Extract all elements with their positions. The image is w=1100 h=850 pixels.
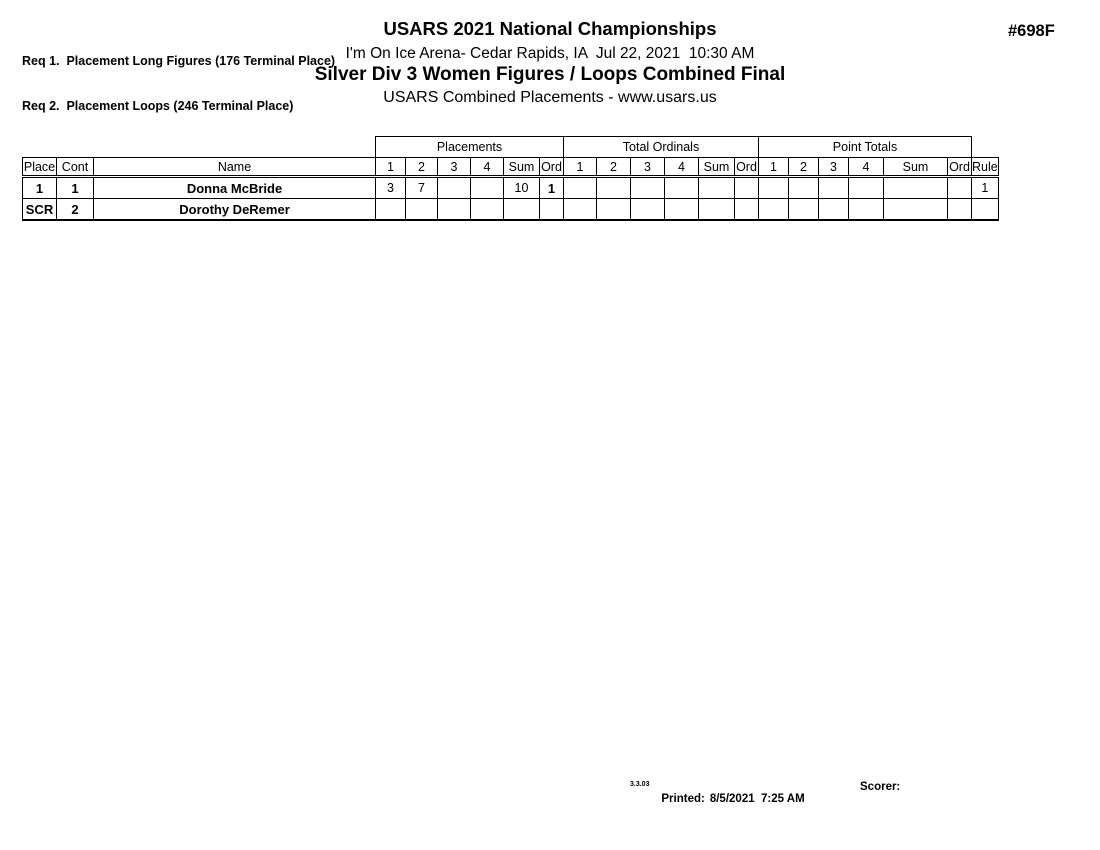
- group-header-point-totals: Point Totals: [759, 137, 972, 158]
- table-row: [23, 177, 999, 199]
- score-cell: [849, 199, 884, 221]
- printed-value: 8/5/2021 7:25 AM: [709, 793, 805, 805]
- score-cell: [759, 199, 789, 221]
- column-header-row: [23, 158, 999, 177]
- score-cell: 10: [504, 177, 540, 199]
- score-cell: [540, 199, 564, 221]
- sub-col-header: 2: [406, 158, 438, 177]
- score-cell: [564, 199, 597, 221]
- sub-col-header: 2: [789, 158, 819, 177]
- score-cell: [665, 199, 699, 221]
- sub-col-header: Ord: [948, 158, 972, 177]
- sub-col-header: Sum: [699, 158, 735, 177]
- score-cell: [819, 177, 849, 199]
- score-cell: [597, 199, 631, 221]
- event-number: #698F: [1008, 22, 1055, 40]
- score-cell: [849, 177, 884, 199]
- sub-col-header: 3: [631, 158, 665, 177]
- sub-col-header: 1: [759, 158, 789, 177]
- score-cell: [735, 177, 759, 199]
- scorer-label: Scorer:: [860, 781, 901, 793]
- score-cell: [789, 177, 819, 199]
- score-cell: [471, 177, 504, 199]
- sub-col-header: 1: [564, 158, 597, 177]
- col-header-rule: Rule: [972, 158, 999, 177]
- group-header-placements: Placements: [376, 137, 564, 158]
- sub-col-header: 2: [597, 158, 631, 177]
- sub-col-header: 4: [665, 158, 699, 177]
- score-cell: [948, 199, 972, 221]
- group-header-total-ordinals: Total Ordinals: [564, 137, 759, 158]
- results-table: [22, 136, 999, 221]
- score-cell: [564, 177, 597, 199]
- group-header-spacer: [23, 137, 376, 158]
- printed-label: Printed:: [661, 793, 705, 805]
- cont-cell: 1: [57, 177, 94, 199]
- score-cell: [438, 177, 471, 199]
- score-cell: [631, 199, 665, 221]
- score-cell: [665, 177, 699, 199]
- place-cell: 1: [23, 177, 57, 199]
- rule-cell: [972, 199, 999, 221]
- score-cell: [948, 177, 972, 199]
- sub-col-header: Sum: [504, 158, 540, 177]
- score-cell: 7: [406, 177, 438, 199]
- req-line-2: Req 2. Placement Loops (246 Terminal Place): [22, 99, 294, 113]
- printed-timestamp: [655, 781, 805, 805]
- score-cell: [471, 199, 504, 221]
- group-header-spacer: [972, 137, 999, 158]
- venue-date-line: I'm On Ice Arena- Cedar Rapids, IA Jul 22, 2021 10:30 AM: [345, 45, 755, 62]
- score-cell: [735, 199, 759, 221]
- table-row: [23, 199, 999, 221]
- score-cell: [884, 199, 948, 221]
- event-title: Silver Div 3 Women Figures / Loops Combined Final: [314, 64, 786, 85]
- sub-col-header: 4: [849, 158, 884, 177]
- sub-col-header: Ord: [540, 158, 564, 177]
- req-line-1: Req 1. Placement Long Figures (176 Terminal Place): [22, 54, 336, 68]
- score-cell: [789, 199, 819, 221]
- place-cell: SCR: [23, 199, 57, 221]
- sub-col-header: Sum: [884, 158, 948, 177]
- rule-cell: 1: [972, 177, 999, 199]
- software-version: 3.3.03: [630, 781, 650, 788]
- group-header-row: [23, 137, 999, 158]
- score-cell: [631, 177, 665, 199]
- score-cell: [699, 177, 735, 199]
- score-cell: [884, 177, 948, 199]
- sub-col-header: Ord: [735, 158, 759, 177]
- sub-col-header: 3: [438, 158, 471, 177]
- score-cell: [597, 177, 631, 199]
- report-subtitle: USARS Combined Placements - www.usars.us: [383, 89, 717, 106]
- championship-title: USARS 2021 National Championships: [383, 18, 717, 39]
- col-header-cont: Cont: [57, 158, 94, 177]
- name-cell: Donna McBride: [94, 177, 376, 199]
- score-cell: [376, 199, 406, 221]
- score-cell: [504, 199, 540, 221]
- score-cell: 3: [376, 177, 406, 199]
- score-cell: [438, 199, 471, 221]
- score-cell: [699, 199, 735, 221]
- col-header-place: Place: [23, 158, 57, 177]
- cont-cell: 2: [57, 199, 94, 221]
- score-cell: [759, 177, 789, 199]
- sub-col-header: 1: [376, 158, 406, 177]
- score-cell: [406, 199, 438, 221]
- score-cell: [819, 199, 849, 221]
- col-header-name: Name: [94, 158, 376, 177]
- score-cell: 1: [540, 177, 564, 199]
- sub-col-header: 3: [819, 158, 849, 177]
- sub-col-header: 4: [471, 158, 504, 177]
- name-cell: Dorothy DeRemer: [94, 199, 376, 221]
